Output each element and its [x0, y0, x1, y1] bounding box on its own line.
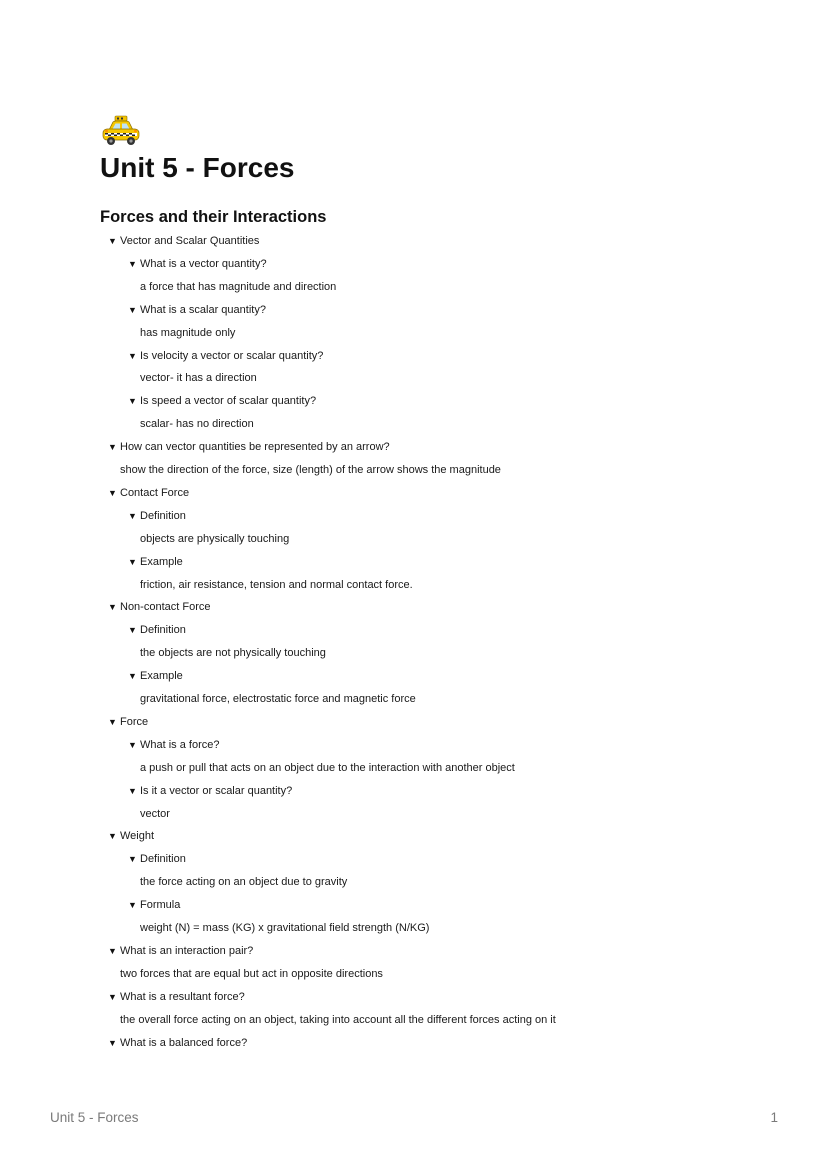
toggle-triangle-icon[interactable]: ▼ [128, 785, 137, 796]
toggle-item[interactable] [128, 509, 186, 523]
answer-text: the force acting on an object due to gravity [140, 876, 348, 889]
answer-text: has magnitude only [140, 326, 236, 339]
page-title: Unit 5 - Forces [100, 152, 295, 183]
toggle-label: How can vector quantities be represented by an arrow? [120, 441, 390, 454]
toggle-label: Contact Force [120, 486, 190, 499]
toggle-label: Non-contact Force [120, 601, 211, 614]
toggle-triangle-icon[interactable]: ▼ [128, 396, 137, 407]
toggle-label: Force [120, 715, 149, 728]
toggle-label: What is a force? [140, 738, 220, 751]
toggle-item[interactable] [128, 623, 186, 637]
toggle-triangle-icon[interactable]: ▼ [108, 1037, 117, 1048]
toggle-triangle-icon[interactable]: ▼ [128, 556, 137, 567]
toggle-triangle-icon[interactable]: ▼ [128, 258, 137, 269]
toggle-label: Definition [140, 853, 186, 866]
answer-text: gravitational force, electrostatic force and magnetic force [140, 693, 416, 705]
toggle-label: Is it a vector or scalar quantity? [140, 784, 293, 797]
answer-text: objects are physically touching [140, 532, 290, 545]
toggle-triangle-icon[interactable]: ▼ [128, 900, 137, 911]
answer-text: vector [140, 807, 170, 820]
toggle-item[interactable] [128, 852, 186, 866]
toggle-triangle-icon[interactable]: ▼ [128, 510, 137, 521]
answer-text: friction, air resistance, tension and normal contact force. [140, 578, 413, 591]
toggle-triangle-icon[interactable]: ▼ [108, 991, 117, 1002]
answer-text: a force that has magnitude and direction [140, 280, 337, 293]
toggle-triangle-icon[interactable]: ▼ [128, 350, 137, 361]
answer-text: the objects are not physically touching [140, 647, 326, 660]
toggle-triangle-icon[interactable]: ▼ [128, 625, 137, 636]
toggle-item[interactable] [108, 234, 259, 248]
toggle-item[interactable] [108, 1036, 247, 1050]
toggle-label: Definition [140, 509, 186, 522]
toggle-triangle-icon[interactable]: ▼ [128, 671, 137, 682]
footer-title: Unit 5 - Forces [50, 1110, 139, 1125]
toggle-triangle-icon[interactable]: ▼ [108, 602, 117, 613]
toggle-item[interactable] [108, 944, 253, 958]
toggle-label: Definition [140, 624, 186, 637]
toggle-triangle-icon[interactable]: ▼ [108, 716, 117, 727]
toggle-triangle-icon[interactable]: ▼ [128, 304, 137, 315]
toggle-item[interactable] [128, 555, 183, 569]
toggle-triangle-icon[interactable]: ▼ [128, 854, 137, 865]
toggle-triangle-icon[interactable]: ▼ [108, 442, 117, 453]
toggle-label: Vector and Scalar Quantities [120, 235, 260, 247]
answer-text: the overall force acting on an object, taking into account all the different forces acting on it [120, 1013, 556, 1026]
toggle-label: Formula [140, 899, 181, 912]
toggle-item[interactable] [128, 738, 219, 752]
toggle-label: What is a resultant force? [120, 990, 245, 1003]
answer-text: show the direction of the force, size (length) of the arrow shows the magnitude [120, 464, 501, 476]
toggle-item[interactable] [128, 303, 266, 317]
toggle-label: What is an interaction pair? [120, 944, 254, 957]
toggle-label: What is a vector quantity? [140, 257, 267, 270]
toggle-item[interactable] [128, 784, 292, 798]
section-heading: Forces and their Interactions [100, 208, 327, 226]
toggle-label: What is a scalar quantity? [140, 303, 266, 316]
toggle-item[interactable] [128, 394, 316, 408]
toggle-item[interactable] [128, 349, 323, 363]
toggle-item[interactable] [108, 440, 390, 454]
toggle-item[interactable] [108, 829, 154, 843]
answer-text: a push or pull that acts on an object due to the interaction with another object [140, 761, 515, 774]
toggle-item[interactable] [108, 990, 245, 1004]
toggle-triangle-icon[interactable]: ▼ [108, 236, 117, 246]
toggle-label: Weight [120, 830, 155, 843]
toggle-item[interactable] [128, 257, 267, 271]
toggle-triangle-icon[interactable]: ▼ [108, 487, 117, 498]
page-number: 1 [770, 1110, 778, 1125]
toggle-label: Example [140, 670, 183, 683]
toggle-triangle-icon[interactable]: ▼ [108, 831, 117, 842]
toggle-triangle-icon[interactable]: ▼ [108, 945, 117, 956]
answer-text: two forces that are equal but act in opposite directions [120, 967, 383, 980]
answer-text: vector- it has a direction [140, 372, 257, 385]
answer-text: weight (N) = mass (KG) x gravitational field strength (N/KG) [140, 922, 430, 934]
toggle-item[interactable] [108, 486, 189, 500]
toggle-item[interactable] [108, 600, 210, 614]
toggle-triangle-icon[interactable]: ▼ [128, 739, 137, 750]
toggle-item[interactable] [128, 669, 183, 683]
toggle-label: Is velocity a vector or scalar quantity? [140, 349, 324, 362]
answer-text: scalar- has no direction [140, 418, 254, 431]
toggle-label: What is a balanced force? [120, 1036, 248, 1049]
toggle-item[interactable] [108, 715, 148, 729]
toggle-label: Example [140, 555, 183, 568]
toggle-item[interactable] [128, 898, 180, 912]
toggle-label: Is speed a vector of scalar quantity? [140, 395, 317, 408]
